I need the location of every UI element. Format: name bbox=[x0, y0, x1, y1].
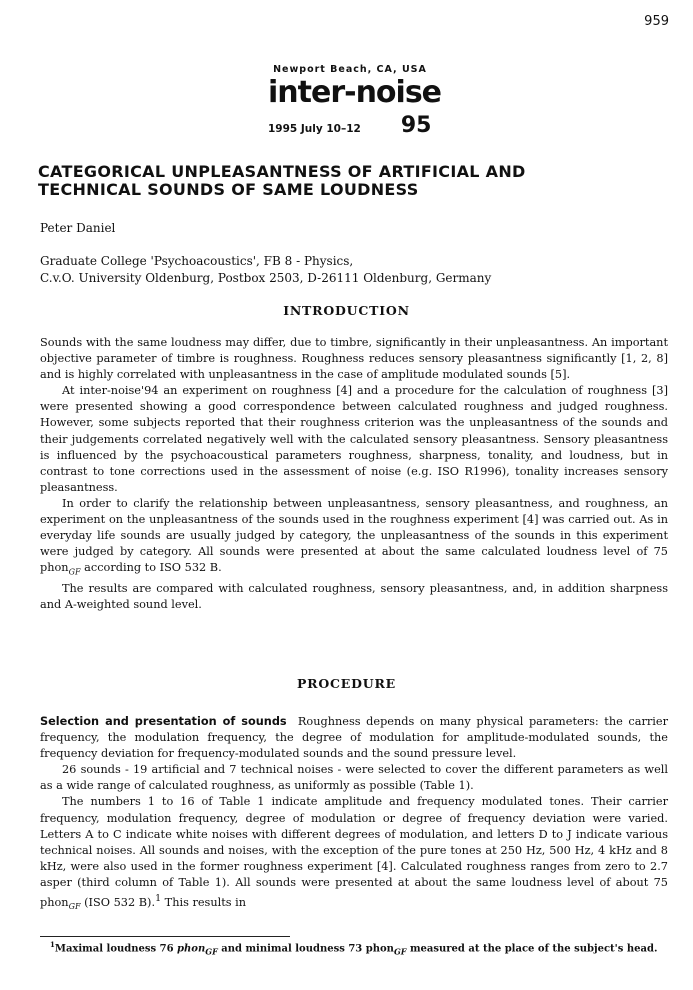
introduction-body bbox=[40, 335, 668, 613]
footnote-text-c: measured at the place of the subject's head. bbox=[406, 943, 658, 955]
affiliation-line-2: C.v.O. University Oldenburg, Postbox 2503, D-26111 Oldenburg, Germany bbox=[40, 271, 492, 285]
section-heading-procedure: PROCEDURE bbox=[296, 676, 396, 691]
conference-logo: inter-noise bbox=[268, 75, 442, 110]
procedure-paragraph-2: 26 sounds - 19 artificial and 7 technical noises - were selected to cover the different parameters as well as a wide range of calculated roughness, as uniformly as possible (Table 1). bbox=[40, 763, 668, 793]
runin-heading: Selection and presentation of sounds bbox=[40, 715, 287, 728]
conference-dates-row bbox=[268, 113, 460, 138]
footnote-number: 1 bbox=[50, 940, 55, 949]
footnote-unit: phon bbox=[177, 943, 206, 955]
procedure-paragraph-3-end: This results in bbox=[161, 895, 247, 909]
footnote bbox=[50, 940, 657, 956]
intro-subscript: GF bbox=[68, 567, 81, 577]
procedure-paragraph-3-text: The numbers 1 to 16 of Table 1 indicate amplitude and frequency modulated tones. Their carrier frequency, modulation frequency, degree of modulation or degree of frequency deviation were varied. Letters A to C indicate white noises with different degrees of modulation, and letters D to J indicate various technical noises. All sounds and noises, with the exception of the pure tones at 250 Hz, 500 Hz, 4 kHz and 8 kHz, were also used in the former roughness experiment [4]. Calculated roughness ranges from zero to 2.7 asper (third column of Table 1). All sounds were presented at about the same loudness level of about 75 phon bbox=[40, 795, 668, 909]
footnote-text-b: and minimal loudness 73 phon bbox=[217, 943, 394, 955]
footnote-sub-1: GF bbox=[205, 946, 218, 957]
procedure-paragraph-1 bbox=[40, 714, 668, 762]
footnote-sub-2: GF bbox=[393, 946, 407, 957]
page-number: 959 bbox=[644, 14, 669, 29]
intro-paragraph-3-end: according to ISO 532 B. bbox=[80, 561, 222, 575]
procedure-paragraph-1-text: Roughness depends on many physical parameters: the carrier frequency, the modulation frequency, the degree of modulation for amplitude-modulated sounds, the frequency deviation for frequency-modulated sounds and the sound pressure level. bbox=[40, 715, 668, 761]
footnote-mark: 1 bbox=[155, 893, 162, 905]
procedure-body bbox=[40, 714, 668, 915]
procedure-paragraph-3 bbox=[40, 794, 668, 915]
conference-year: 95 bbox=[400, 113, 432, 138]
paper-title bbox=[38, 163, 658, 199]
affiliation bbox=[40, 253, 491, 287]
intro-paragraph-1: Sounds with the same loudness may differ, due to timbre, significantly in their unpleasantness. An important objective parameter of timbre is roughness. Roughness reduces sensory pleasantness significantly [1, 2, 8] and is highly correlated with unpleasantness in the case of amplitude modulated sounds [5]. bbox=[40, 336, 668, 382]
intro-paragraph-3 bbox=[40, 496, 668, 581]
title-line-2: TECHNICAL SOUNDS OF SAME LOUDNESS bbox=[38, 180, 419, 199]
procedure-subscript: GF bbox=[68, 902, 81, 912]
intro-paragraph-3-text: In order to clarify the relationship between unpleasantness, sensory pleasantness, and roughness, an experiment on the unpleasantness of the sounds used in the roughness experiment [4] was carried out. As in everyday life sounds are usually judged by category, the unpleasantness of the sounds in this experiment were judged by category. All sounds were presented at about the same calculated loudness level of 75 phon bbox=[40, 496, 668, 575]
conference-dates: 1995 July 10–12 bbox=[268, 123, 361, 135]
footnote-rule bbox=[40, 936, 290, 937]
intro-paragraph-4: The results are compared with calculated roughness, sensory pleasantness, and, in addition sharpness and A-weighted sound level. bbox=[40, 581, 668, 611]
conference-location: Newport Beach, CA, USA bbox=[273, 64, 427, 75]
conference-header bbox=[250, 64, 460, 138]
affiliation-line-1: Graduate College 'Psychoacoustics', FB 8 - Physics, bbox=[40, 254, 354, 268]
intro-paragraph-2: At inter-noise'94 an experiment on roughness [4] and a procedure for the calculation of roughness [3] were presented showing a good correspondence between calculated roughness and judged roughness. However, some subjects reported that their roughness criterion was the unpleasantness of the sounds and their judgements correlated negatively well with the calculated sensory pleasantness. Sensory pleasantness is influenced by the psychoacoustical parameters roughness, sharpness, tonality, and loudness, but in contrast to tone corrections used in the assessment of noise (e.g. ISO R1996), tonality increases sensory pleasantness. bbox=[40, 384, 668, 494]
section-heading-introduction: INTRODUCTION bbox=[283, 303, 410, 318]
author: Peter Daniel bbox=[40, 221, 116, 235]
procedure-iso-ref: (ISO 532 B). bbox=[80, 895, 156, 909]
title-line-1: CATEGORICAL UNPLEASANTNESS OF ARTIFICIAL AND bbox=[38, 162, 526, 181]
footnote-text-a: Maximal loudness 76 bbox=[54, 943, 178, 955]
